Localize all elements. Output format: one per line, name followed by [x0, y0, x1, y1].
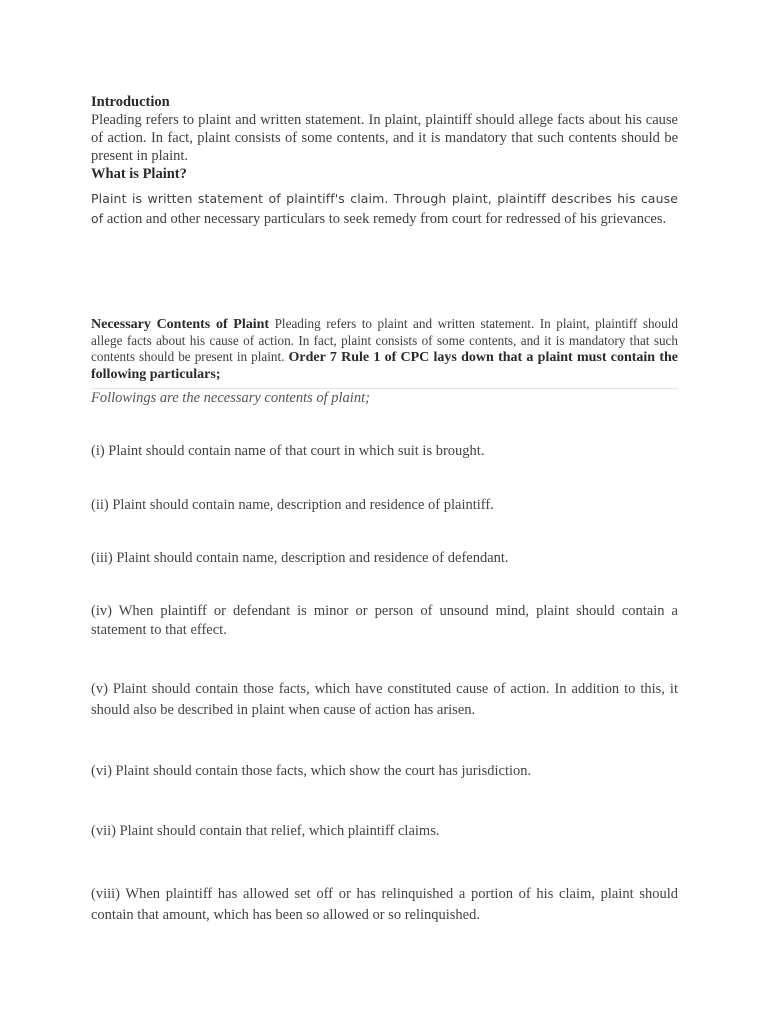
followings-intro: Followings are the necessary contents of plaint;	[91, 390, 370, 406]
necessary-contents-heading: Necessary Contents of Plaint	[91, 317, 270, 332]
list-item: (ii) Plaint should contain name, description and residence of plaintiff.	[91, 497, 494, 513]
list-item: (v) Plaint should contain those facts, which have constituted cause of action. In addition to this, it should also be described in plaint when cause of action has arisen.	[91, 681, 678, 718]
list-item: (vi) Plaint should contain those facts, which show the court has jurisdiction.	[91, 763, 532, 779]
list-item: (vii) Plaint should contain that relief, which plaintiff claims.	[91, 823, 440, 839]
what-is-plaint-paragraph	[91, 189, 678, 229]
necessary-contents-text: Pleading refers to plaint and written statement. In plaint, plaintiff should allege facts about his cause of action. In fact, plaint consists of some contents, and it is mandatory that such contents should be present in plaint.	[91, 316, 678, 364]
list-item: (iv) When plaintiff or defendant is minor or person of unsound mind, plaint should contain a statement to that effect.	[91, 603, 678, 638]
list-item: (viii) When plaintiff has allowed set off or has relinquished a portion of his claim, plaint should contain that amount, which has been so allowed or so relinquished.	[91, 886, 678, 923]
plaint-definition-second-line: action and other necessary particulars to seek remedy from court for redressed of his grievances.	[106, 211, 667, 227]
what-is-plaint-heading: What is Plaint?	[91, 166, 187, 182]
order-7-rule-1-text: Order 7 Rule 1 of CPC lays down that a plaint must contain the following particulars;	[91, 350, 679, 382]
plaint-definition-first-line: Plaint is written statement of plaintiff's claim. Through plaint, plaintiff describes his cause of	[91, 191, 678, 226]
necessary-contents-paragraph	[91, 316, 678, 383]
introduction-paragraph: Pleading refers to plaint and written statement. In plaint, plaintiff should allege facts about his cause of action. In fact, plaint consists of some contents, and it is mandatory that such contents should be present in plaint.	[91, 112, 678, 164]
introduction-heading: Introduction	[91, 94, 170, 110]
list-item: (iii) Plaint should contain name, description and residence of defendant.	[91, 550, 509, 566]
list-item: (i) Plaint should contain name of that court in which suit is brought.	[91, 443, 485, 459]
